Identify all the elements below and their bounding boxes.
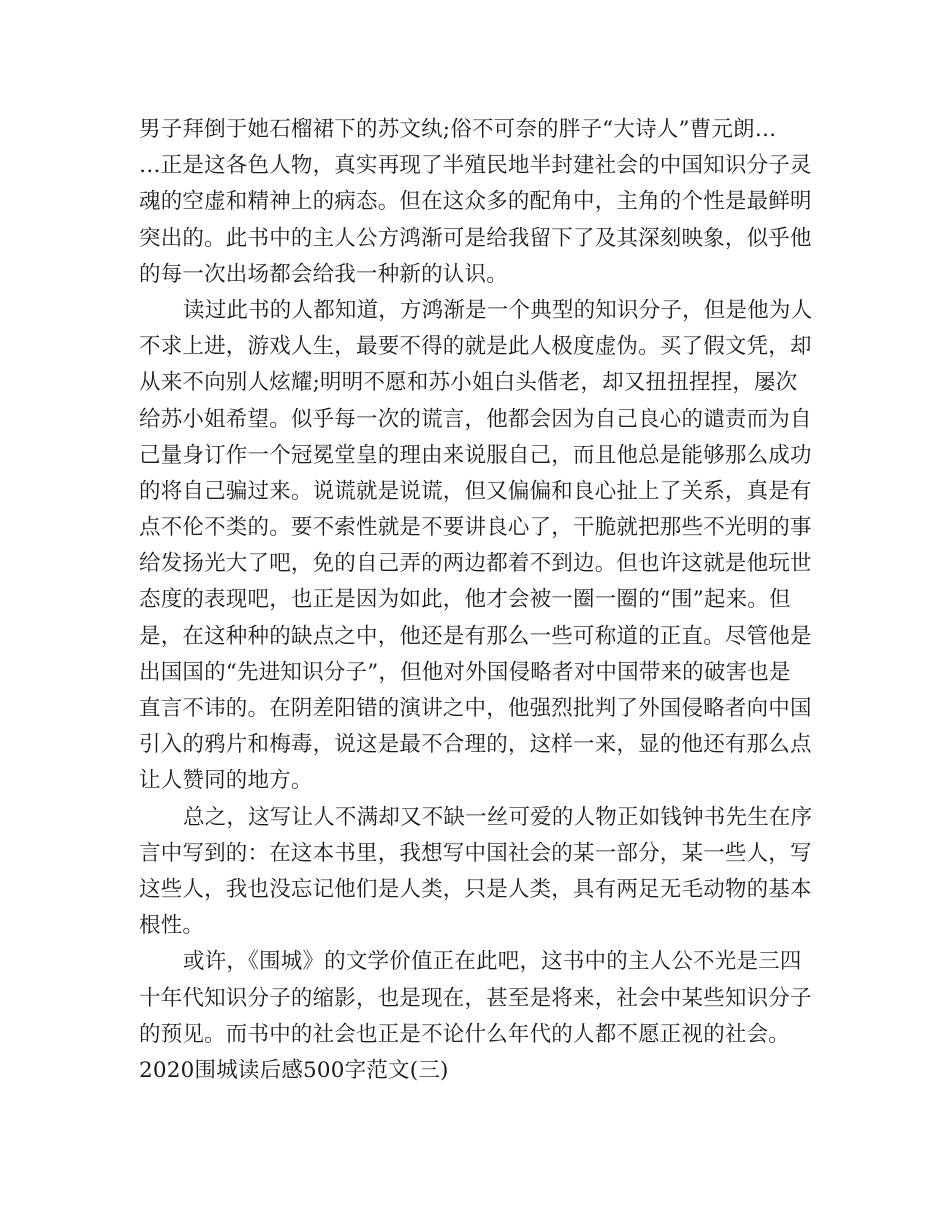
text-line: 读过此书的人都知道，方鸿渐是一个典型的知识分子，但是他为人 <box>183 297 813 323</box>
text-line: 己量身订作一个冠冕堂皇的理由来说服自己，而且他总是能够那么成功 <box>139 442 812 468</box>
text-line: 给发扬光大了吧，免的自己弄的两边都着不到边。但也许这就是他玩世 <box>139 551 812 577</box>
text-line: 是，在这种种的缺点之中，他还是有那么一些可称道的正直。尽管他是 <box>139 623 812 649</box>
text-line: 点不伦不类的。要不索性就是不要讲良心了，干脆就把那些不光明的事 <box>139 515 812 541</box>
text-line: 的预见。而书中的社会也正是不论什么年代的人都不愿正视的社会。 <box>139 1021 791 1047</box>
text-line: 直言不讳的。在阴差阳错的演讲之中，他强烈批判了外国侵略者向中国 <box>139 696 812 721</box>
text-line: 的将自己骗过来。说谎就是说谎，但又偏偏和良心扯上了关系，真是有 <box>139 478 812 504</box>
text-line: 总之，这写让人不满却又不缺一丝可爱的人物正如钱钟书先生在序 <box>183 804 813 830</box>
text-line: 的每一次出场都会给我一种新的认识。 <box>139 261 508 287</box>
text-line: 十年代知识分子的缩影，也是现在，甚至是将来，社会中某些知识分子 <box>139 985 812 1011</box>
text-line: 魂的空虚和精神上的病态。但在这众多的配角中，主角的个性是最鲜明 <box>139 189 812 215</box>
text-line: 男子拜倒于她石榴裙下的苏文纨;俗不可奈的胖子“大诗人”曹元朗… <box>139 117 777 142</box>
text-line: 言中写到的：在这本书里，我想写中国社会的某一部分，某一些人，写 <box>139 840 812 866</box>
text-line: 或许，《围城》的文学价值正在此吧，这书中的主人公不光是三四 <box>183 949 802 975</box>
text-line: 突出的。此书中的主人公方鸿渐可是给我留下了及其深刻映象，似乎他 <box>139 225 812 251</box>
text-line: 从来不向别人炫耀;明明不愿和苏小姐白头偕老，却又扭扭捏捏，屡次 <box>139 370 798 396</box>
text-line: 不求上进，游戏人生，最要不得的就是此人极度虚伪。买了假文凭，却 <box>139 334 812 360</box>
paragraph <box>139 944 819 1053</box>
document-body <box>139 112 819 1089</box>
text-line: 根性。 <box>139 913 205 939</box>
paragraph <box>139 800 819 945</box>
text-line: 让人赞同的地方。 <box>139 768 313 794</box>
paragraph <box>139 293 819 800</box>
section-heading: 2020围城读后感500字范文(三) <box>139 1057 449 1083</box>
text-line: 引入的鸦片和梅毒，说这是最不合理的，这样一来，显的他还有那么点 <box>139 732 812 758</box>
text-line: 给苏小姐希望。似乎每一次的谎言，他都会因为自己良心的谴责而为自 <box>139 406 812 432</box>
text-line: 态度的表现吧，也正是因为如此，他才会被一圈一圈的“围”起来。但 <box>139 587 791 613</box>
text-line: 这些人，我也没忘记他们是人类，只是人类，具有两足无毛动物的基本 <box>139 876 812 902</box>
paragraph <box>139 112 819 293</box>
text-line: …正是这各色人物，真实再现了半殖民地半封建社会的中国知识分子灵 <box>139 153 812 179</box>
text-line: 出国国的“先进知识分子”，但他对外国侵略者对中国带来的破害也是 <box>139 659 791 685</box>
